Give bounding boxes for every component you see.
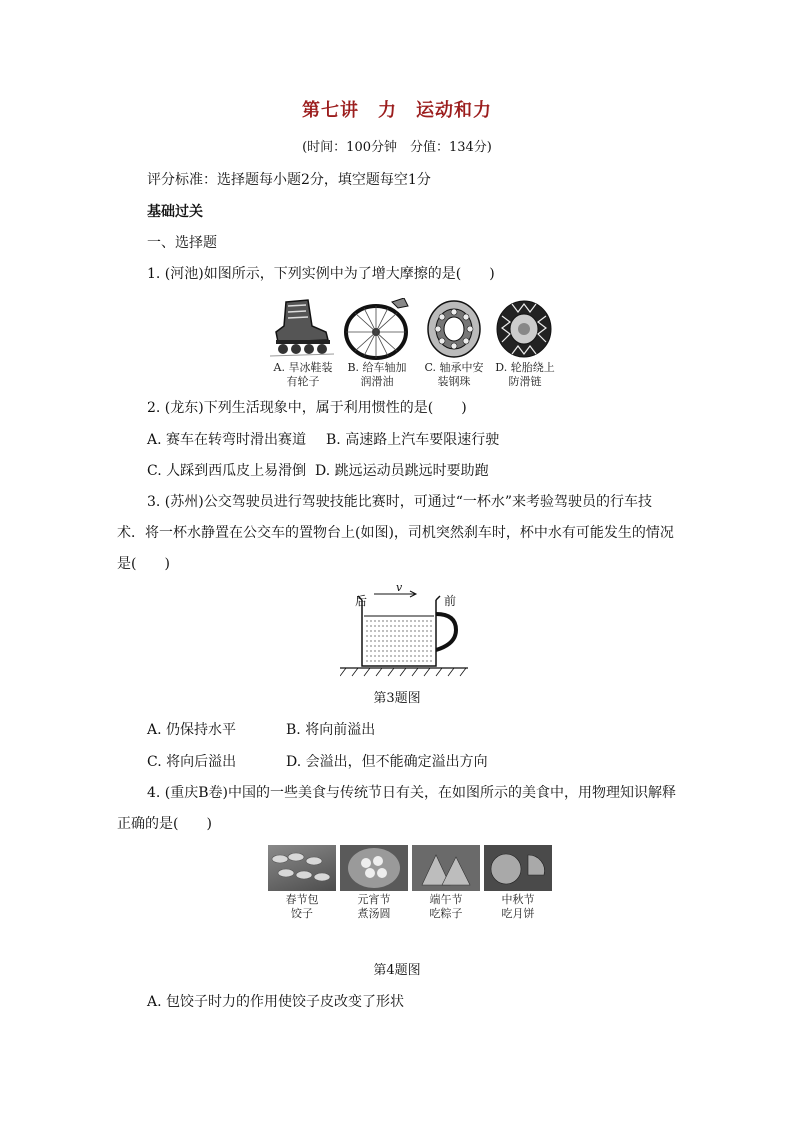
q2-option-a: A. 赛车在转弯时滑出赛道 <box>147 432 307 448</box>
q4-fig-4-caption: 中秋节 吃月饼 <box>501 893 535 920</box>
fig-label-front: 前 <box>444 594 457 608</box>
page-title: 第七讲 力 运动和力 <box>302 100 492 121</box>
part-heading: 一、选择题 <box>147 235 217 251</box>
q2-option-d: D. 跳远运动员跳远时要助跑 <box>315 463 489 479</box>
q4-caption: 第4题图 <box>373 963 421 978</box>
q2-stem: 2. (龙东)下列生活现象中，属于利用惯性的是( ) <box>147 400 467 416</box>
q3-stem-line3: 是( ) <box>117 556 170 572</box>
roller-skate-icon <box>268 296 336 358</box>
q2-option-c: C. 人踩到西瓜皮上易滑倒 <box>147 463 307 479</box>
q3-option-b: B. 将向前溢出 <box>286 722 376 738</box>
q1-fig-b-caption: B. 给车轴加 润滑油 <box>347 361 407 388</box>
ball-bearing-icon <box>424 298 484 360</box>
dumplings-photo <box>268 845 336 891</box>
zongzi-photo <box>412 845 480 891</box>
q4-option-a: A. 包饺子时力的作用使饺子皮改变了形状 <box>147 994 405 1010</box>
q4-fig-1-caption: 春节包 饺子 <box>285 893 319 920</box>
q4-stem-line1: 4. (重庆B卷)中国的一些美食与传统节日有关，在如图所示的美食中，用物理知识解释 <box>147 785 677 801</box>
q1-fig-d-caption: D. 轮胎绕上 防滑链 <box>495 361 555 388</box>
q1-fig-c-caption: C. 轴承中安 装钢珠 <box>424 361 484 388</box>
mooncake-photo <box>484 845 552 891</box>
tangyuan-photo <box>340 845 408 891</box>
q3-option-a: A. 仍保持水平 <box>147 722 237 738</box>
scoring-standard: 评分标准：选择题每小题2分，填空题每空1分 <box>147 172 431 188</box>
q4-fig-3-caption: 端午节 吃粽子 <box>429 893 463 920</box>
q1-fig-a-caption: A. 旱冰鞋装 有轮子 <box>273 361 333 388</box>
q3-option-d: D. 会溢出，但不能确定溢出方向 <box>286 754 488 770</box>
q3-caption: 第3题图 <box>373 691 421 706</box>
bicycle-wheel-icon <box>342 298 412 360</box>
q3-stem-line2: 术．将一杯水静置在公交车的置物台上(如图)，司机突然刹车时，杯中水有可能发生的情况 <box>117 525 674 541</box>
tire-chain-icon <box>494 298 554 360</box>
q1-stem: 1. (河池)如图所示，下列实例中为了增大摩擦的是( ) <box>147 266 495 282</box>
q2-option-b: B. 高速路上汽车要限速行驶 <box>326 432 500 448</box>
q4-fig-2-caption: 元宵节 煮汤圆 <box>357 893 391 920</box>
exam-meta: (时间：100分钟 分值：134分) <box>302 140 492 155</box>
q3-option-c: C. 将向后溢出 <box>147 754 237 770</box>
fig-label-velocity: v <box>396 581 403 594</box>
q3-stem-line1: 3. (苏州)公交驾驶员进行驾驶技能比赛时，可通过“一杯水”来考验驾驶员的行车技 <box>147 494 653 510</box>
fig-label-back: 后 <box>355 594 368 608</box>
section-heading: 基础过关 <box>147 204 203 220</box>
q4-stem-line2: 正确的是( ) <box>117 816 212 832</box>
